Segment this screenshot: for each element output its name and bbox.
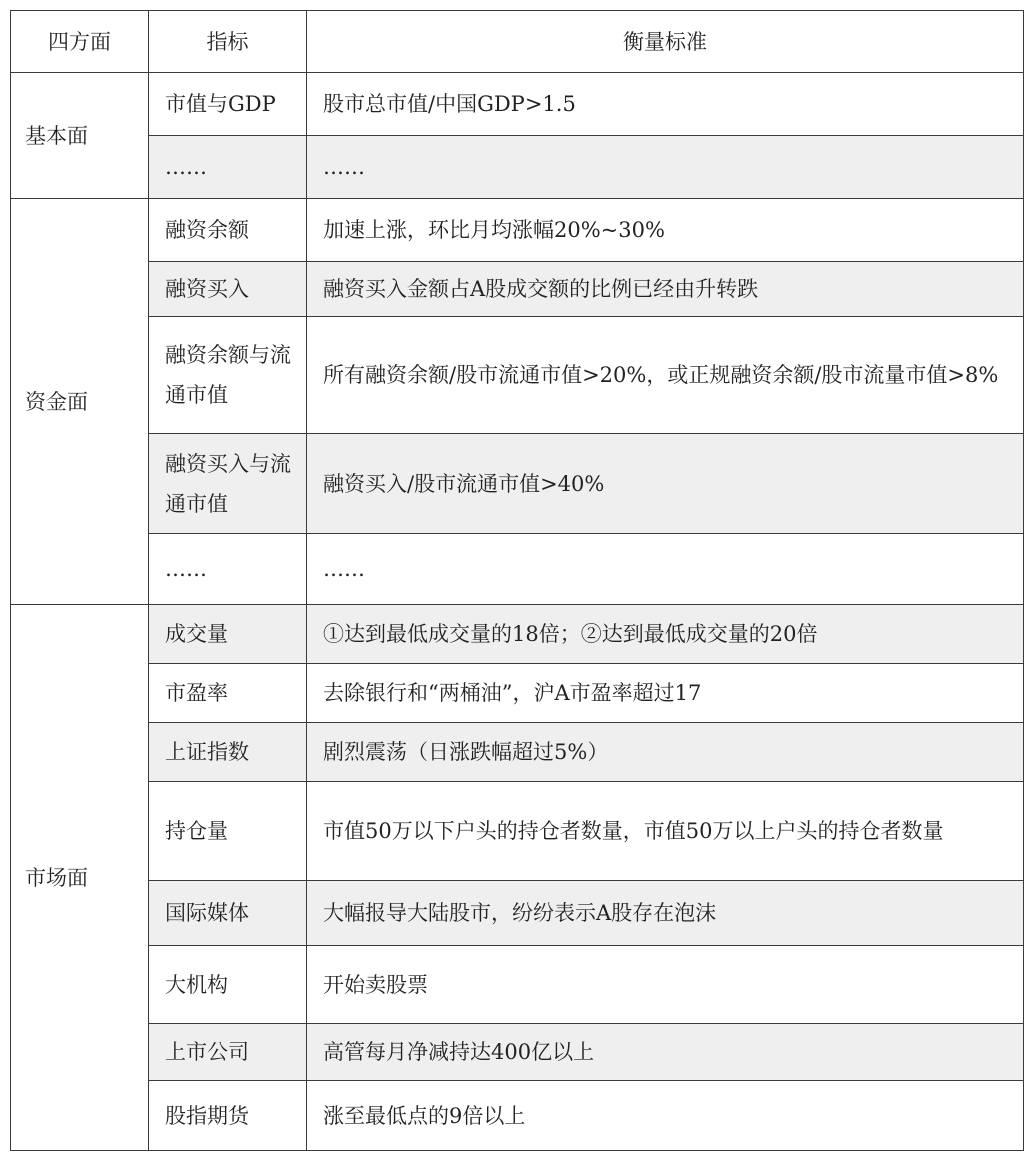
- standard-cell: 融资买入/股市流通市值>40%: [307, 434, 1024, 534]
- table-row: [11, 262, 1024, 317]
- table-row: [11, 317, 1024, 434]
- standard-cell: 高管每月净减持达400亿以上: [307, 1024, 1024, 1081]
- standard-cell: 剧烈震荡（日涨跌幅超过5%）: [307, 723, 1024, 782]
- header-indicator: 指标: [149, 11, 307, 73]
- table-row: [11, 946, 1024, 1024]
- indicator-cell: ……: [149, 534, 307, 605]
- table-row: [11, 534, 1024, 605]
- header-standard: 衡量标准: [307, 11, 1024, 73]
- standard-cell: 涨至最低点的9倍以上: [307, 1081, 1024, 1151]
- indicator-table: [10, 10, 1024, 1151]
- standard-cell: ……: [307, 136, 1024, 199]
- standard-cell: 大幅报导大陆股市，纷纷表示A股存在泡沫: [307, 881, 1024, 946]
- header-row: [11, 11, 1024, 73]
- indicator-cell: 成交量: [149, 605, 307, 664]
- aspect-cell: 市场面: [11, 605, 149, 1151]
- standard-cell: ①达到最低成交量的18倍；②达到最低成交量的20倍: [307, 605, 1024, 664]
- indicator-cell: 大机构: [149, 946, 307, 1024]
- indicator-cell: 市盈率: [149, 664, 307, 723]
- indicator-cell: 上市公司: [149, 1024, 307, 1081]
- indicator-cell: 持仓量: [149, 782, 307, 881]
- indicator-cell: 融资买入: [149, 262, 307, 317]
- standard-cell: 加速上涨，环比月均涨幅20%~30%: [307, 199, 1024, 262]
- standard-cell: ……: [307, 534, 1024, 605]
- indicator-cell: 融资买入与流通市值: [149, 434, 307, 534]
- indicator-cell: 融资余额: [149, 199, 307, 262]
- indicator-cell: 股指期货: [149, 1081, 307, 1151]
- table-row: [11, 73, 1024, 136]
- table-row: [11, 199, 1024, 262]
- standard-cell: 开始卖股票: [307, 946, 1024, 1024]
- indicator-cell: 市值与GDP: [149, 73, 307, 136]
- table-row: [11, 1024, 1024, 1081]
- table-row: [11, 664, 1024, 723]
- table-row: [11, 723, 1024, 782]
- indicator-cell: 融资余额与流通市值: [149, 317, 307, 434]
- indicator-cell: 上证指数: [149, 723, 307, 782]
- standard-cell: 市值50万以下户头的持仓者数量，市值50万以上户头的持仓者数量: [307, 782, 1024, 881]
- table-row: [11, 605, 1024, 664]
- standard-cell: 股市总市值/中国GDP>1.5: [307, 73, 1024, 136]
- standard-cell: 去除银行和“两桶油”，沪A市盈率超过17: [307, 664, 1024, 723]
- standard-cell: 融资买入金额占A股成交额的比例已经由升转跌: [307, 262, 1024, 317]
- table-row: [11, 434, 1024, 534]
- indicator-cell: 国际媒体: [149, 881, 307, 946]
- indicator-cell: ……: [149, 136, 307, 199]
- table-row: [11, 881, 1024, 946]
- header-aspect: 四方面: [11, 11, 149, 73]
- aspect-cell: 资金面: [11, 199, 149, 605]
- table-row: [11, 136, 1024, 199]
- standard-cell: 所有融资余额/股市流通市值>20%，或正规融资余额/股市流量市值>8%: [307, 317, 1024, 434]
- aspect-cell: 基本面: [11, 73, 149, 199]
- table-row: [11, 782, 1024, 881]
- table-row: [11, 1081, 1024, 1151]
